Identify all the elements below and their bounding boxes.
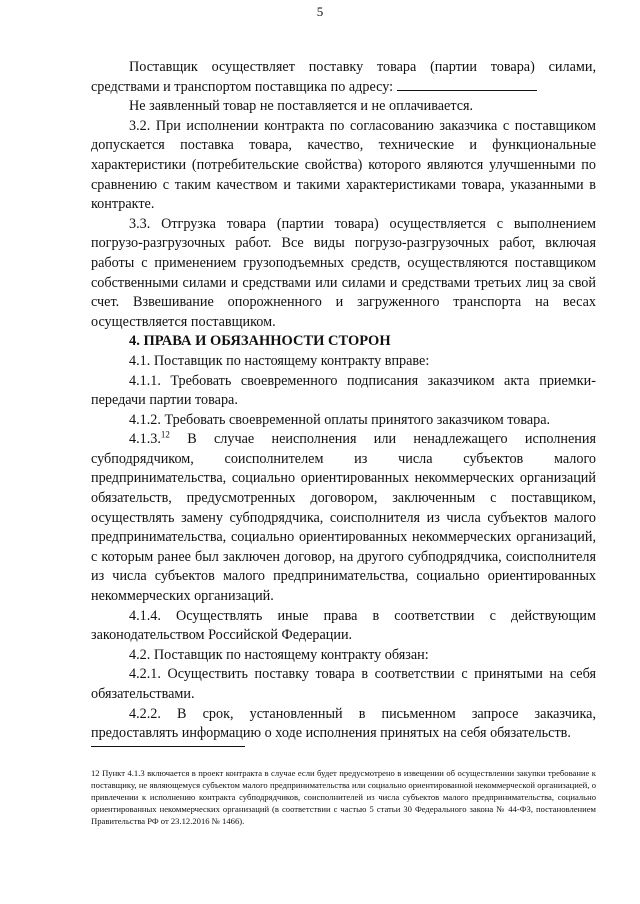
paragraph-4-2-2: 4.2.2. В срок, установленный в письменном запросе заказчика, предоставлять информацию о ходе исполнения принятых на себя обязательств.	[91, 705, 596, 742]
section-heading: 4. ПРАВА И ОБЯЗАННОСТИ СТОРОН	[129, 333, 391, 350]
paragraph-undeclared: Не заявленный товар не поставляется и не оплачивается.	[129, 98, 474, 115]
footnote-12: 12 Пункт 4.1.3 включается в проект контракта в случае если будет предусмотрено в извещении об осуществлении закупки требование к поставщику, не являющемуся субъектом малого предпринимательства или социально ориентированной некоммерческой организацией, о привлечении к исполнению контракта субподрядчиков, соисполнителей из числа субъектов малого предпринимательства, социально ориентированных некоммерческих организаций (в соответствии с частью 5 статьи 30 Федерального закона № 44-ФЗ, постановлением Правительства РФ от 23.12.2016 № 1466).	[91, 768, 596, 826]
paragraph-4-2-1: 4.2.1. Осуществить поставку товара в соответствии с принятыми на себя обязательствами.	[91, 666, 596, 702]
paragraph-4-1-3	[91, 430, 596, 606]
paragraph-4-1-4: 4.1.4. Осуществлять иные права в соответствии с действующим законодательством Российской Федерации.	[91, 607, 596, 644]
page-number: 5	[316, 4, 324, 19]
paragraph-3-2: 3.2. При исполнении контракта по согласованию заказчика с поставщиком допускается поставка товара, качество, технические и функциональные характеристики (потребительские свойства) которого являются улучшенными по сравнению с таким качеством и такими характеристиками товара, указанными в контракте.	[91, 117, 596, 213]
address-blank-line	[397, 78, 537, 91]
paragraph-4-1-2: 4.1.2. Требовать своевременной оплаты принятого заказчиком товара.	[129, 411, 551, 428]
paragraph-3-3: 3.3. Отгрузка товара (партии товара) осуществляется с выполнением погрузо-разгрузочных работ. Все виды погрузо-разгрузочных работ, включая работы с применением грузоподъемных средств, осуществляются поставщиком собственными силами и средствами или силами и средствами третьих лиц за свой счет. Взвешивание опорожненного и загруженного транспорта на весах осуществляется поставщиком.	[91, 215, 596, 330]
paragraph-4-1-1: 4.1.1. Требовать своевременного подписания заказчиком акта приемки-передачи партии товара.	[91, 372, 596, 409]
paragraph-4-2: 4.2. Поставщик по настоящему контракту обязан:	[129, 646, 429, 663]
paragraph-4-1: 4.1. Поставщик по настоящему контракту вправе:	[129, 352, 430, 369]
footnote-separator	[91, 746, 245, 747]
clause-number: 4.1.3.	[129, 431, 161, 448]
document-body	[91, 58, 596, 744]
paragraph-delivery	[91, 58, 596, 97]
paragraph-text: Поставщик осуществляет поставку товара (партии товара) силами, средствами и транспортом поставщика по адресу:	[91, 59, 596, 95]
clause-text: В случае неисполнения или ненадлежащего исполнения субподрядчиком, соисполнителем из числа субъектов малого предпринимательства, социально ориентированных некоммерческих организаций обязательств, предусмотренных договором, заключенным с поставщиком, осуществлять замену субподрядчика, соисполнителя из числа субъектов малого предпринимательства, социально ориентированных некоммерческих организаций, с которым ранее был заключен договор, на другого субподрядчика, соисполнителя из числа субъектов малого предпринимательства, социально ориентированных некоммерческих организаций.	[91, 431, 596, 605]
footnote-reference: 12	[160, 429, 170, 440]
